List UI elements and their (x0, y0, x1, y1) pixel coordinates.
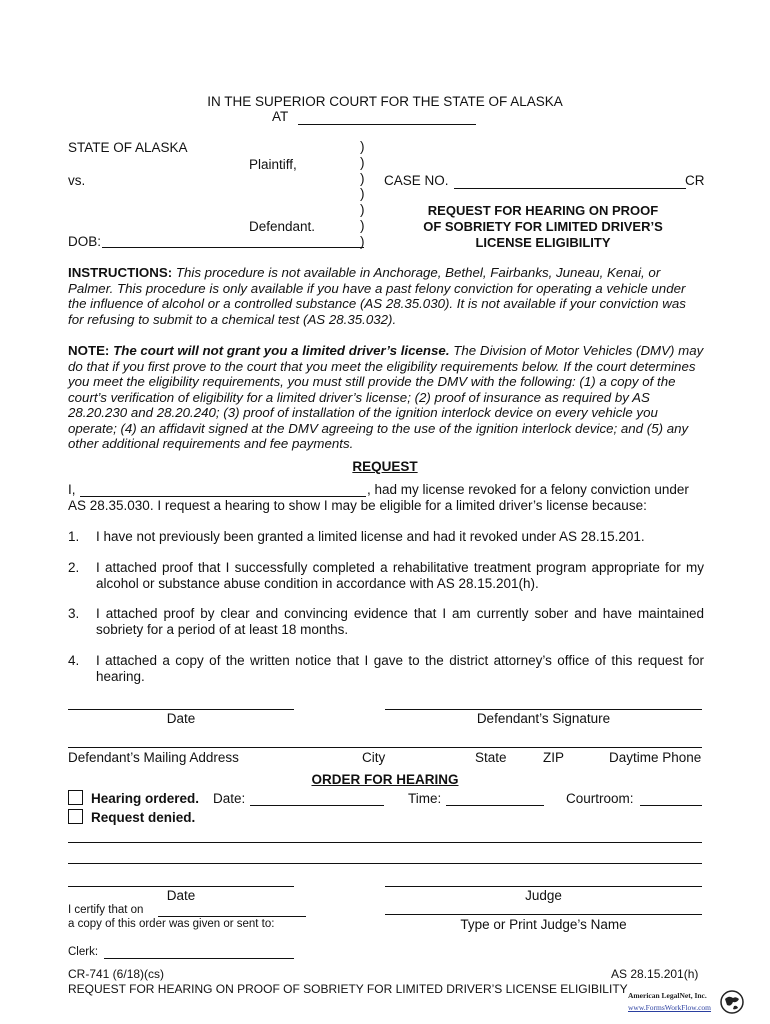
state-label: State (475, 750, 507, 765)
order-date-caption: Date (166, 888, 196, 903)
courtroom-label: Courtroom: (566, 791, 634, 806)
caption-dob-label: DOB: (68, 234, 102, 249)
note-bold-text: The court will not grant you a limited driver’s license. (113, 343, 450, 358)
note-text: The Division of Motor Vehicles (DMV) may do that if you first prove to the court that you meet the eligibility requirements below. If the court determines you meet the eligibility requirements, you must still provide the DMV with the following: (1) a copy of the court’s verification of eligibility for a limited driver’s license; (2) proof of insurance as required by AS 28.20.230 and 28.20.240; (3) proof of installation of the ignition interlock device on every vehicle you operate; (4) an affidavit signed at the DMV agreeing to the use of the ignition interlock device; and (5) any other additional requirements and fee payments. (68, 343, 704, 451)
certify-line1: I certify that on (68, 904, 144, 916)
order-notes-line[interactable] (68, 842, 702, 843)
order-date-signature-line[interactable] (68, 886, 294, 887)
caption-plaintiff: Plaintiff, (249, 157, 297, 172)
zip-label: ZIP (543, 750, 565, 765)
case-no-cr: CR (685, 173, 705, 188)
request-denied-checkbox[interactable] (68, 809, 83, 824)
order-heading: ORDER FOR HEARING (311, 772, 459, 787)
certify-date-field[interactable] (158, 916, 306, 917)
court-location-field[interactable] (298, 124, 476, 125)
logo-company-name: American LegalNet, Inc. (628, 991, 707, 1000)
order-date-label: Date: (213, 791, 246, 806)
statute-reference: AS 28.15.201(h) (611, 967, 699, 981)
caption-defendant: Defendant. (249, 219, 316, 234)
order-date-field[interactable] (250, 805, 384, 806)
requester-name-field[interactable] (80, 496, 366, 497)
item-number: 1. (68, 529, 80, 544)
list-item: I attached a copy of the written notice that I gave to the district attorney’s office of this request for hearing. (96, 653, 704, 684)
american-legalnet-logo[interactable] (624, 988, 746, 1018)
clerk-label: Clerk: (68, 946, 99, 958)
list-item: I attached proof by clear and convincing evidence that I am currently sober and have maintained sobriety for a period of at least 18 months. (96, 606, 704, 637)
courtroom-field[interactable] (640, 805, 702, 806)
city-label: City (362, 750, 386, 765)
form-title-line2: OF SOBRIETY FOR LIMITED DRIVER’S (423, 219, 663, 234)
mailing-address-label: Defendant’s Mailing Address (68, 750, 239, 765)
note-paragraph (68, 343, 704, 452)
caption-parentheses: ) ) ) ) ) ) ) (360, 139, 365, 249)
instructions-paragraph (68, 265, 704, 327)
case-no-label: CASE NO. (384, 173, 449, 188)
instructions-text: This procedure is not available in Anchorage, Bethel, Fairbanks, Juneau, Kenai, or Palmer. This procedure is only available if you have a past felony conviction for operating a vehicle under the influence of alcohol or a controlled substance (AS 28.35.030). It is not available if your conviction was for refusing to submit to a chemical test (AS 28.35.032). (68, 265, 686, 327)
clerk-field[interactable] (104, 958, 294, 959)
form-title-line1: REQUEST FOR HEARING ON PROOF (427, 203, 659, 218)
globe-icon (720, 989, 744, 1015)
mailing-address-line[interactable] (68, 747, 702, 748)
type-print-judge-label: Type or Print Judge’s Name (460, 917, 627, 932)
order-time-field[interactable] (446, 805, 544, 806)
order-notes-line[interactable] (68, 863, 702, 864)
defendant-signature-label: Defendant’s Signature (476, 711, 611, 726)
caption-vs: vs. (68, 173, 86, 188)
judge-label: Judge (525, 888, 562, 903)
request-heading: REQUEST (352, 459, 418, 474)
footer-title: REQUEST FOR HEARING ON PROOF OF SOBRIETY FOR LIMITED DRIVER’S LICENSE ELIGIBILITY (68, 982, 628, 996)
court-heading: IN THE SUPERIOR COURT FOR THE STATE OF ALASKA (207, 94, 563, 109)
hearing-ordered-label: Hearing ordered. (91, 791, 200, 806)
request-denied-label: Request denied. (91, 810, 196, 825)
item-number: 3. (68, 606, 80, 621)
item-number: 2. (68, 560, 80, 575)
judge-name-line[interactable] (385, 914, 702, 915)
defendant-signature-line[interactable] (385, 709, 702, 710)
certify-line2: a copy of this order was given or sent to: (68, 918, 275, 930)
logo-url[interactable]: www.FormsWorkFlow.com (628, 1003, 712, 1012)
note-label: NOTE: (68, 343, 110, 358)
dob-field[interactable] (102, 247, 364, 248)
form-title-line3: LICENSE ELIGIBILITY (475, 235, 611, 250)
list-item: I attached proof that I successfully completed a rehabilitative treatment program appropriate for my alcohol or substance abuse condition in accordance with AS 28.15.201(h). (96, 560, 704, 591)
case-no-field[interactable] (454, 188, 686, 189)
request-line2: AS 28.35.030. I request a hearing to show I may be eligible for a limited driver’s license because: (68, 498, 647, 513)
date-label: Date (166, 711, 196, 726)
list-item: I have not previously been granted a limited license and had it revoked under AS 28.15.201. (96, 529, 645, 544)
hearing-ordered-checkbox[interactable] (68, 790, 83, 805)
date-signature-line[interactable] (68, 709, 294, 710)
request-line1-rest: , had my license revoked for a felony conviction under (367, 482, 689, 497)
item-number: 4. (68, 653, 80, 668)
request-i-label: I, (68, 482, 76, 497)
form-number: CR-741 (6/18)(cs) (68, 967, 165, 981)
instructions-label: INSTRUCTIONS: (68, 265, 173, 280)
phone-label: Daytime Phone (609, 750, 702, 765)
judge-signature-line[interactable] (385, 886, 702, 887)
court-at-label: AT (272, 109, 289, 124)
order-time-label: Time: (408, 791, 442, 806)
caption-state: STATE OF ALASKA (68, 140, 188, 155)
